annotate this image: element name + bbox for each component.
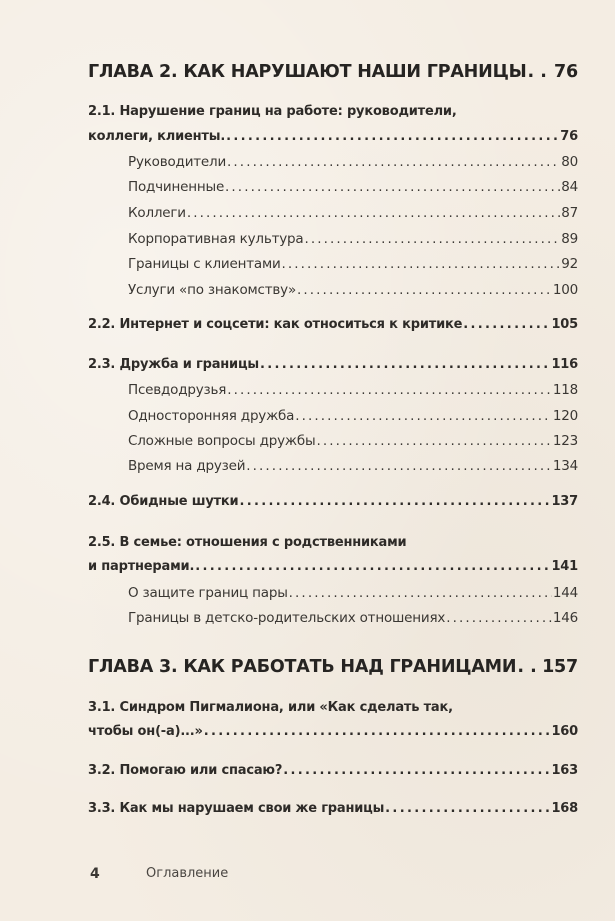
running-title: Оглавление	[146, 866, 229, 881]
page-number: 100	[552, 282, 578, 298]
toc-section-2-2[interactable]	[88, 317, 578, 332]
section-title: 2.3. Дружба и границы	[88, 357, 259, 372]
dot-leader	[246, 458, 552, 474]
dot-leader	[187, 205, 560, 221]
section-title-line: 2.1. Нарушение границ на работе: руководители,	[88, 104, 457, 119]
page-number: 123	[552, 433, 578, 449]
page-number: 144	[552, 585, 578, 601]
section-title: 3.3. Как мы нарушаем свои же границы	[88, 801, 385, 816]
section-title-line: 2.5. В семье: отношения с родственниками	[88, 535, 407, 550]
item-title: Сложные вопросы дружбы	[128, 433, 316, 449]
page-number: 80	[561, 154, 578, 170]
toc-item[interactable]	[128, 585, 578, 601]
toc-chapter-3[interactable]	[88, 657, 578, 677]
toc-item[interactable]	[128, 205, 578, 221]
toc-item[interactable]	[128, 282, 578, 298]
dot-leader	[283, 763, 550, 778]
toc-item[interactable]	[128, 154, 578, 170]
page-number: 163	[551, 763, 578, 778]
item-title: Коллеги	[128, 205, 186, 221]
toc-item[interactable]	[128, 610, 578, 626]
item-title: Руководители	[128, 154, 227, 170]
page-number: 105	[551, 317, 578, 332]
dot-leader	[227, 382, 552, 398]
toc-item[interactable]	[128, 382, 578, 398]
dot-leader	[204, 724, 551, 739]
dot-leader	[316, 433, 551, 449]
dot-leader	[226, 129, 559, 144]
item-title: Псевдодрузья	[128, 382, 227, 398]
dot-leader	[260, 357, 551, 372]
dot-leader	[295, 408, 552, 424]
dot-leader	[227, 154, 560, 170]
page-number: 141	[551, 559, 578, 574]
item-title: Подчиненные	[128, 179, 225, 195]
chapter-title: ГЛАВА 2. КАК НАРУШАЮТ НАШИ ГРАНИЦЫ	[88, 62, 527, 82]
item-title: Границы в детско-родительских отношениях	[128, 610, 446, 626]
item-title: Услуги «по знакомству»	[128, 282, 297, 298]
toc-section-2-4[interactable]	[88, 494, 578, 509]
dot-leader	[385, 801, 550, 816]
dot-leader	[282, 256, 561, 272]
footer-page-number: 4	[90, 866, 100, 882]
page-number: 120	[552, 408, 578, 424]
toc-item[interactable]	[128, 256, 578, 272]
page-number: 87	[561, 205, 578, 221]
dot-leader	[528, 62, 554, 82]
item-title: Время на друзей	[128, 458, 246, 474]
page-number: 84	[561, 179, 578, 195]
toc-section-3-2[interactable]	[88, 763, 578, 778]
page-number: 76	[560, 129, 578, 144]
section-title: 2.2. Интернет и соцсети: как относиться к критике	[88, 317, 463, 332]
dot-leader	[463, 317, 550, 332]
section-title: коллеги, клиенты.	[88, 129, 226, 144]
dot-leader	[517, 657, 541, 677]
page-number: 134	[552, 458, 578, 474]
toc-item[interactable]	[128, 179, 578, 195]
toc-section-3-1[interactable]	[88, 724, 578, 739]
toc-item[interactable]	[128, 231, 578, 247]
item-title: Границы с клиентами	[128, 256, 281, 272]
item-title: О защите границ пары	[128, 585, 288, 601]
toc-section-2-3[interactable]	[88, 357, 578, 372]
section-title: и партнерами.	[88, 559, 195, 574]
dot-leader	[239, 494, 550, 509]
toc-item[interactable]	[128, 408, 578, 424]
page-number: 137	[551, 494, 578, 509]
item-title: Корпоративная культура	[128, 231, 304, 247]
section-title: 2.4. Обидные шутки	[88, 494, 239, 509]
item-title: Односторонняя дружба	[128, 408, 295, 424]
toc-section-2-1[interactable]	[88, 129, 578, 144]
page-number: 160	[551, 724, 578, 739]
page-number: 76	[554, 62, 578, 82]
toc-section-2-5[interactable]	[88, 559, 578, 574]
chapter-title: ГЛАВА 3. КАК РАБОТАТЬ НАД ГРАНИЦАМИ	[88, 657, 517, 677]
toc-chapter-2[interactable]	[88, 62, 578, 82]
page-number: 118	[552, 382, 578, 398]
page-number: 92	[561, 256, 578, 272]
section-title-line: 3.1. Синдром Пигмалиона, или «Как сделать так,	[88, 700, 453, 715]
toc-section-3-3[interactable]	[88, 801, 578, 816]
page-number: 146	[552, 610, 578, 626]
page-number: 116	[551, 357, 578, 372]
page-number: 89	[561, 231, 578, 247]
dot-leader	[304, 231, 560, 247]
dot-leader	[225, 179, 560, 195]
dot-leader	[297, 282, 552, 298]
toc-item[interactable]	[128, 433, 578, 449]
dot-leader	[446, 610, 552, 626]
page-number: 157	[542, 657, 578, 677]
section-title: 3.2. Помогаю или спасаю?	[88, 763, 283, 778]
toc-item[interactable]	[128, 458, 578, 474]
dot-leader	[195, 559, 550, 574]
dot-leader	[289, 585, 552, 601]
page-number: 168	[551, 801, 578, 816]
section-title: чтобы он(-а)...»	[88, 724, 203, 739]
